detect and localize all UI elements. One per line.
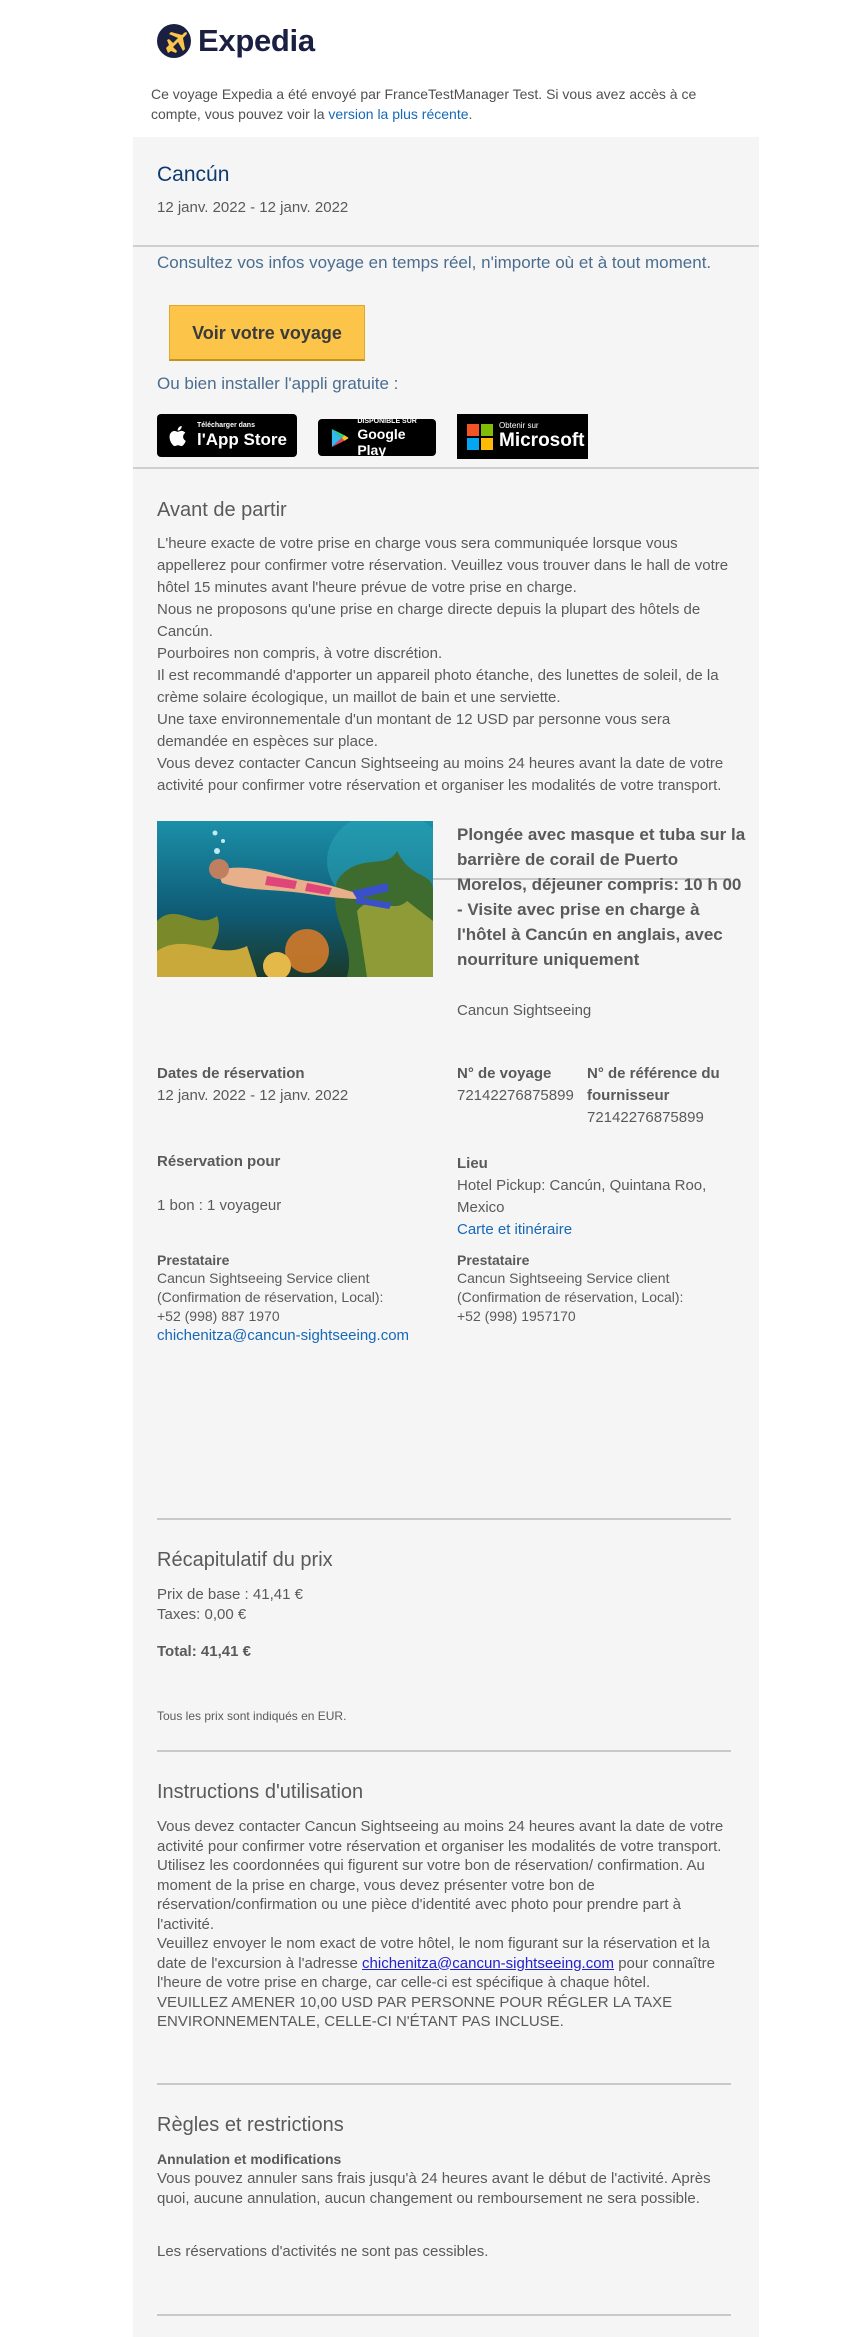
cancellation-subtitle: Annulation et modifications xyxy=(157,2151,342,2167)
apple-icon xyxy=(167,422,191,450)
trip-city: Cancún xyxy=(157,163,230,186)
booking-dates-label: Dates de réservation xyxy=(157,1065,305,1082)
location-value: Hotel Pickup: Cancún, Quintana Roo, Mexico xyxy=(457,1177,707,1216)
provider-contact: Cancun Sightseeing Service client (Confirmation de réservation, Local): +52 (998) 1957170 xyxy=(457,1270,684,1324)
before-you-go-text: L'heure exacte de votre prise en charge vous sera communiquée lorsque vous appellerez pour confirmer votre réservation. Veuillez vous trouver dans le hall de votre hôtel 15 minutes avant l'heure prévue de votre prise en charge. Nous ne proposons qu'une prise en charge directe depuis la plupart des hôtels de Cancún. Pourboires non compris, à votre discrétion. Il est recommandé d'apporter un appareil photo étanche, des lunettes de soleil, de la crème solaire écologique, un maillot de bain et une serviette. Une taxe environnementale d'un montant de 12 USD par personne vous sera demandée en espèces sur place. Vous devez contacter Cancun Sightseeing au moins 24 heures avant la date de votre activité pour confirmer votre réservation et organiser les modalités de votre transport. xyxy=(157,535,729,794)
booking-for-label: Réservation pour xyxy=(157,1153,281,1170)
divider xyxy=(133,245,759,247)
google-play-icon xyxy=(328,424,351,452)
sender-notice: Ce voyage Expedia a été envoyé par FranceTestManager Test. Si vous avez accès à ce compte, vous pouvez voir la version la plus récente. xyxy=(151,86,697,122)
taxes: Taxes: 0,00 € xyxy=(157,1606,247,1623)
currency-note: Tous les prix sont indiqués en EUR. xyxy=(157,1709,347,1723)
trip-number-label: N° de voyage xyxy=(457,1065,552,1082)
section-divider xyxy=(157,1750,731,1752)
expedia-logo[interactable] xyxy=(157,24,315,58)
total-price: Total: 41,41 € xyxy=(157,1643,251,1660)
microsoft-store-badge[interactable]: Obtenir sur Microsoft xyxy=(457,414,588,459)
section-divider xyxy=(157,1518,731,1520)
microsoft-icon xyxy=(467,424,493,450)
non-transferable-text: Les réservations d'activités ne sont pas cessibles. xyxy=(157,2243,489,2260)
google-play-badge[interactable]: DISPONIBLE SUR Google Play xyxy=(318,419,436,456)
activity-name: Plongée avec masque et tuba sur la barrière de corail de Puerto Morelos, déjeuner compris: 10 h 00 - Visite avec prise en charge à l'hôtel à Cancún en anglais, avec nourriture uniquement xyxy=(457,825,746,969)
supplier-ref-value: 72142276875899 xyxy=(587,1109,704,1126)
provider-contact: Cancun Sightseeing Service client (Confirmation de réservation, Local): +52 (998) 887 1970 chichenitza@cancun-sightseeing.com xyxy=(157,1269,447,1345)
realtime-promo-text: Consultez vos infos voyage en temps réel, n'importe où et à tout moment. xyxy=(157,253,712,272)
before-you-go-title: Avant de partir xyxy=(157,499,287,521)
trip-dates: 12 janv. 2022 - 12 janv. 2022 xyxy=(157,199,349,216)
base-price: Prix de base : 41,41 € xyxy=(157,1586,303,1603)
price-summary-title: Récapitulatif du prix xyxy=(157,1549,333,1571)
logo-text: Expedia xyxy=(198,23,315,58)
cancellation-text: Vous pouvez annuler sans frais jusqu'à 24 heures avant le début de l'activité. Après quoi, aucune annulation, aucun changement ou remboursement ne sera possible. xyxy=(157,2170,711,2207)
instructions-text: Vous devez contacter Cancun Sightseeing au moins 24 heures avant la date de votre activité pour confirmer votre réservation et organiser les modalités de votre transport. Utilisez les coordonnées qui figurent sur votre bon de réservation/ confirmation. Au moment de la prise en charge, vous devez présenter votre bon de réservation/confirmation ou une pièce d'identité avec photo pour prendre part à l'activité. Veuillez envoyer le nom exact de votre hôtel, le nom figurant sur la réservation et la date de l'excursion à l'adresse chichenitza@cancun-sightseeing.com pour connaître l'heure de votre prise en charge, car celle-ci est spécifique à chaque hôtel. VEUILLEZ AMENER 10,00 USD PAR PERSONNE POUR RÉGLER LA TAXE ENVIRONNEMENTALE, CELLE-CI N'ÉTANT PAS INCLUSE. xyxy=(157,1818,724,2030)
section-divider xyxy=(157,2083,731,2085)
rules-title: Règles et restrictions xyxy=(157,2114,344,2136)
provider-label: Prestataire xyxy=(157,1252,230,1268)
activity-photo xyxy=(157,821,433,977)
instructions-email-link[interactable]: chichenitza@cancun-sightseeing.com xyxy=(362,1954,615,1972)
trip-summary xyxy=(133,137,759,247)
expedia-plane-icon xyxy=(157,24,191,58)
provider-email-link[interactable]: chichenitza@cancun-sightseeing.com xyxy=(157,1327,410,1344)
divider xyxy=(133,467,759,469)
map-itinerary-link[interactable]: Carte et itinéraire xyxy=(457,1221,573,1238)
instructions-title: Instructions d'utilisation xyxy=(157,1781,364,1803)
activity-vendor: Cancun Sightseeing xyxy=(457,1002,592,1019)
section-divider xyxy=(157,2314,731,2316)
view-trip-button[interactable]: Voir votre voyage xyxy=(169,305,365,361)
location-label: Lieu xyxy=(457,1155,488,1172)
booking-dates-value: 12 janv. 2022 - 12 janv. 2022 xyxy=(157,1087,349,1104)
install-app-text: Ou bien installer l'appli gratuite : xyxy=(157,374,399,393)
email-header xyxy=(0,0,865,135)
provider-label: Prestataire xyxy=(457,1252,530,1268)
supplier-ref-label: N° de référence du fournisseur xyxy=(587,1065,720,1104)
latest-version-link[interactable]: version la plus récente xyxy=(328,106,469,122)
booking-for-value: 1 bon : 1 voyageur xyxy=(157,1197,282,1214)
itinerary-panel xyxy=(133,137,759,2337)
trip-number-value: 72142276875899 xyxy=(457,1087,574,1104)
app-store-badge[interactable]: Télécharger dans l'App Store xyxy=(157,414,297,457)
